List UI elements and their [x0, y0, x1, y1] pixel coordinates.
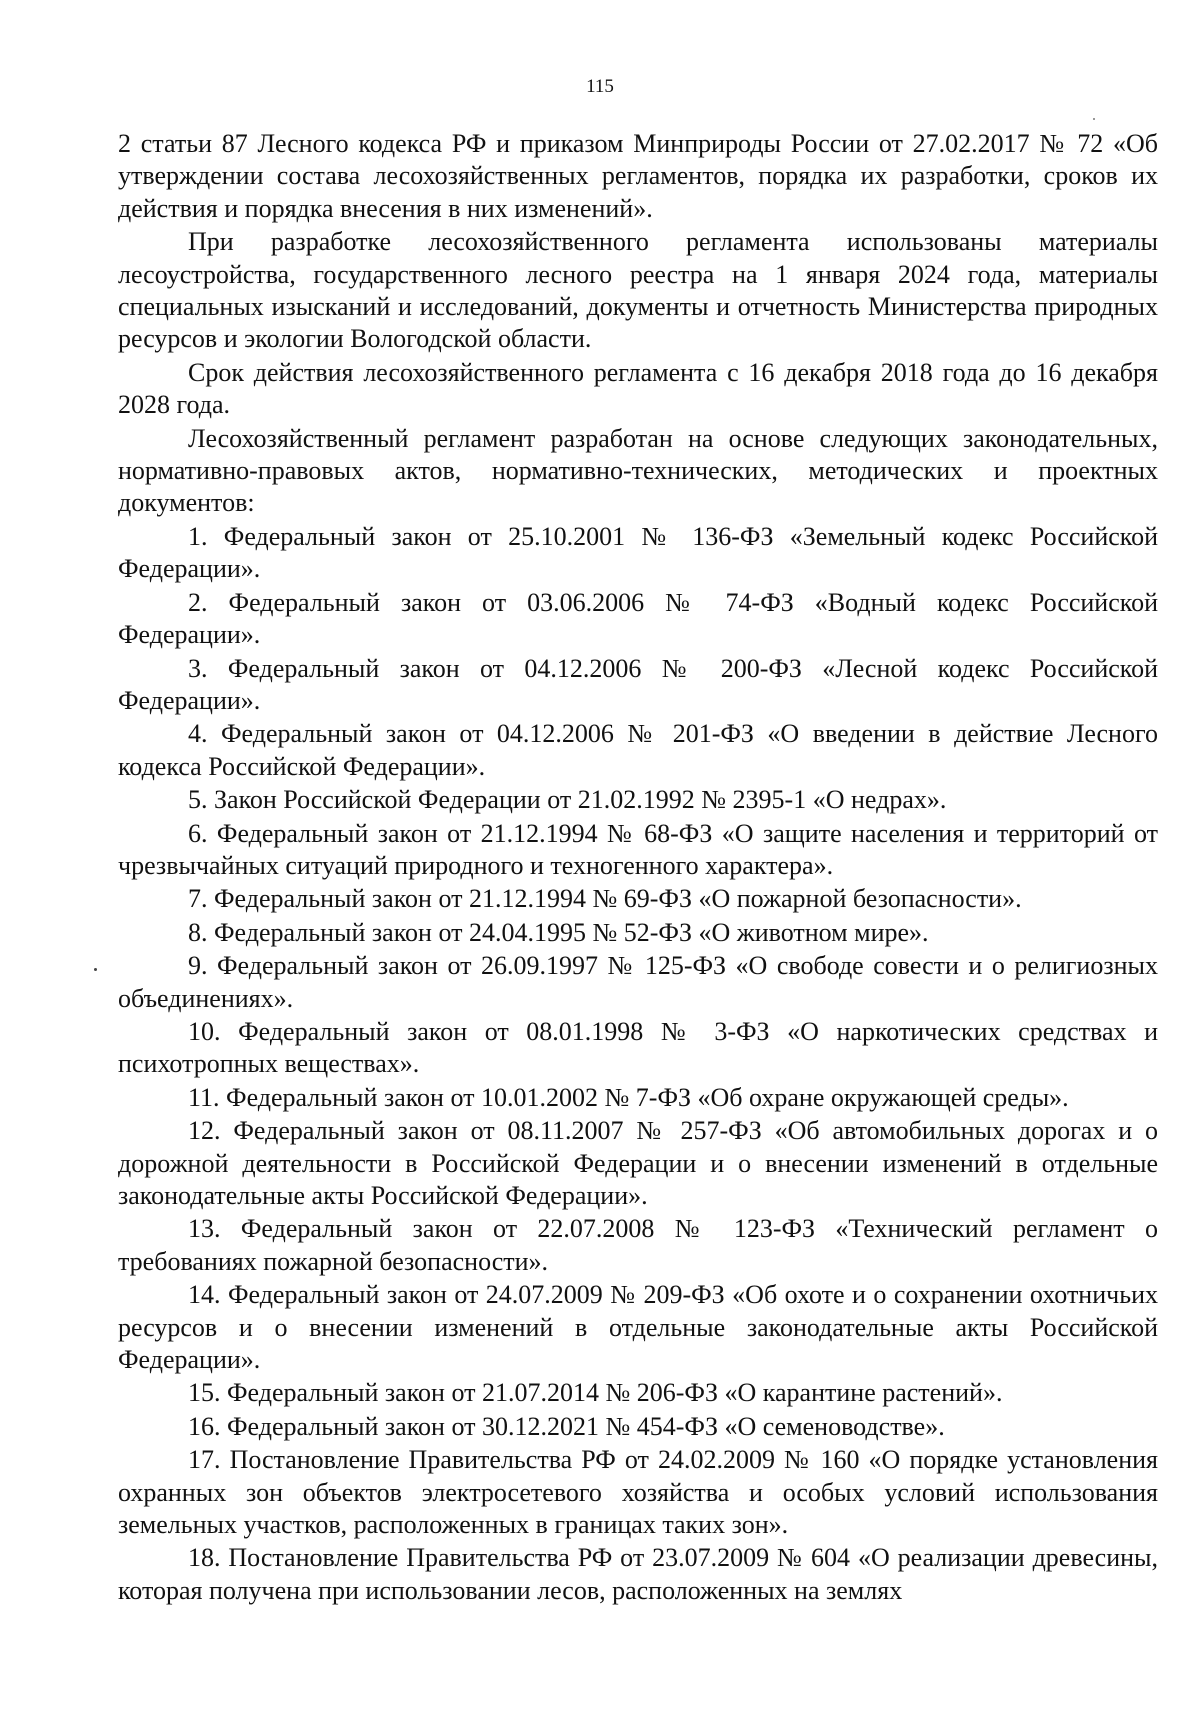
- scan-speck: [94, 968, 97, 971]
- list-item: 7. Федеральный закон от 21.12.1994 № 69-ФЗ «О пожарной безопасности».: [188, 884, 1022, 914]
- list-item: 14. Федеральный закон от 24.07.2009 № 209-ФЗ «Об охоте и о сохранении охотничьих ресурсов и о внесении изменений в отдельные законодательные акты Российской Федерации».: [118, 1280, 1158, 1375]
- list-item: 5. Закон Российской Федерации от 21.02.1992 № 2395-1 «О недрах».: [188, 785, 947, 815]
- list-item: 6. Федеральный закон от 21.12.1994 № 68-ФЗ «О защите населения и территорий от чрезвычайных ситуаций природного и техногенного характера».: [118, 818, 1158, 880]
- list-item: 17. Постановление Правительства РФ от 24.02.2009 № 160 «О порядке установления охранных зон объектов электросетевого хозяйства и особых условий использования земельных участков, расположенных в границах таких зон».: [118, 1445, 1158, 1540]
- list-item: 10. Федеральный закон от 08.01.1998 № 3-ФЗ «О наркотических средствах и психотропных веществах».: [118, 1016, 1158, 1079]
- list-item: 12. Федеральный закон от 08.11.2007 № 257-ФЗ «Об автомобильных дорогах и о дорожной деятельности в Российской Федерации и о внесении изменений в отдельные законодательные акты Российской Федерации».: [118, 1116, 1158, 1210]
- list-item: 8. Федеральный закон от 24.04.1995 № 52-ФЗ «О животном мире».: [188, 917, 929, 947]
- page-number: 115: [586, 76, 614, 97]
- list-item: 15. Федеральный закон от 21.07.2014 № 206-ФЗ «О карантине растений».: [188, 1378, 1003, 1408]
- list-item: 4. Федеральный закон от 04.12.2006 № 201-ФЗ «О введении в действие Лесного кодекса Российской Федерации».: [118, 719, 1158, 781]
- list-item: 3. Федеральный закон от 04.12.2006 № 200-ФЗ «Лесной кодекс Российской Федерации».: [118, 653, 1158, 715]
- list-item: 9. Федеральный закон от 26.09.1997 № 125-ФЗ «О свободе совести и о религиозных объединениях».: [118, 951, 1158, 1013]
- list-item: 13. Федеральный закон от 22.07.2008 № 123-ФЗ «Технический регламент о требованиях пожарной безопасности».: [118, 1214, 1158, 1276]
- list-item: 16. Федеральный закон от 30.12.2021 № 454-ФЗ «О семеноводстве».: [188, 1411, 945, 1441]
- paragraph-intro-continuation: 2 статьи 87 Лесного кодекса РФ и приказом Минприроды России от 27.02.2017 № 72 «Об утверждении состава лесохозяйственных регламентов, порядка их разработки, сроков их действия и порядка внесения в них изменений».: [118, 129, 1158, 223]
- paragraph-validity-period: Срок действия лесохозяйственного регламента с 16 декабря 2018 года до 16 декабря 2028 года.: [118, 357, 1158, 420]
- list-item: 11. Федеральный закон от 10.01.2002 № 7-ФЗ «Об охране окружающей среды».: [188, 1082, 1069, 1112]
- paragraph-legal-basis: Лесохозяйственный регламент разработан на основе следующих законодательных, нормативно-правовых актов, нормативно-технических, методических и проектных документов:: [118, 423, 1158, 518]
- list-item: 2. Федеральный закон от 03.06.2006 № 74-ФЗ «Водный кодекс Российской Федерации».: [118, 587, 1158, 650]
- list-item: 1. Федеральный закон от 25.10.2001 № 136-ФЗ «Земельный кодекс Российской Федерации».: [118, 521, 1158, 584]
- paragraph-materials: При разработке лесохозяйственного регламента использованы материалы лесоустройства, государственного лесного реестра на 1 января 2024 года, материалы специальных изысканий и исследований, документы и отчетность Министерства природных ресурсов и экологии Вологодской области.: [118, 227, 1158, 354]
- list-item: 18. Постановление Правительства РФ от 23.07.2009 № 604 «О реализации древесины, которая получена при использовании лесов, расположенных на землях: [118, 1543, 1158, 1605]
- scan-speck: [1093, 118, 1095, 120]
- document-body: [118, 128, 1158, 1607]
